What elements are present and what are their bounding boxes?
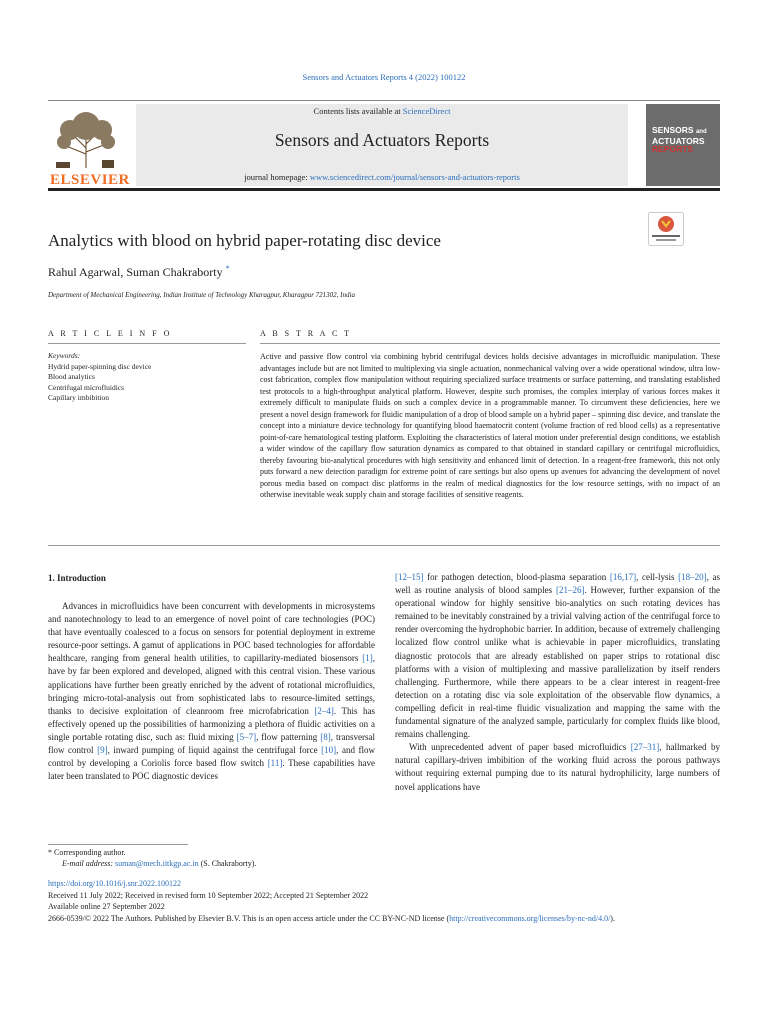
publication-info bbox=[48, 878, 720, 924]
license-link[interactable]: http://creativecommons.org/licenses/by-nc-nd/4.0/ bbox=[449, 913, 611, 923]
article-title: Analytics with blood on hybrid paper-rotating disc device bbox=[48, 231, 441, 250]
text-run: 2666-0539/© 2022 The Authors. Published by Elsevier B.V. This is an open access article under the CC BY-NC-ND license ( bbox=[48, 913, 450, 923]
corresponding-author-mark[interactable]: * bbox=[225, 264, 230, 273]
corresponding-footnote bbox=[48, 847, 256, 869]
body-column-left bbox=[48, 600, 375, 783]
text-run: , hallmarked by natural capillary-driven imbibition of the working fluid across the porous pathways without requiring external pumping due to its natural hydrophilicity, large numbers of novel applications have bbox=[395, 742, 720, 792]
citation-link[interactable]: [11] bbox=[267, 758, 283, 769]
contents-available-line bbox=[136, 106, 628, 116]
text-run: , flow patterning bbox=[256, 731, 321, 742]
elsevier-wordmark: ELSEVIER bbox=[50, 172, 130, 188]
citation-link[interactable]: [9] bbox=[97, 745, 108, 756]
text-run: , have by far been explored and developed, aligned with this central vision. These various applications have further been greatly enriched by the advent of rotational microfluidics, bringing micro-total-analysis out from sophisticated labs to resource-limited settings, thanks to decisive exploitation of cleanroom free microfabrication bbox=[48, 653, 375, 716]
contents-prefix: Contents lists available at bbox=[313, 106, 403, 116]
footnote-rule bbox=[48, 844, 188, 845]
email-label: E-mail address: bbox=[62, 859, 116, 868]
text-run: . This has effectively opened up the possibilities of harmonizing a plethora of fluidic activities on a single portable rotating disc, such as: fluid mixing bbox=[48, 705, 375, 742]
keywords-title: Keywords: bbox=[48, 351, 81, 360]
cover-line2: ACTUATORS bbox=[652, 135, 705, 146]
journal-title: Sensors and Actuators Reports bbox=[274, 130, 490, 150]
license-text bbox=[48, 913, 720, 925]
text-run: , cell-lysis bbox=[636, 572, 679, 582]
author-list bbox=[48, 264, 230, 280]
text-run: , transversal flow control bbox=[48, 731, 375, 756]
header-thick-rule bbox=[48, 188, 720, 191]
intro-paragraph-1 bbox=[48, 600, 375, 783]
citation-link[interactable]: [27–31] bbox=[630, 742, 660, 753]
text-run: for pathogen detection, blood-plasma separation bbox=[423, 572, 610, 582]
journal-cover-thumbnail bbox=[646, 104, 720, 186]
body-column-right bbox=[395, 571, 720, 794]
citation-link[interactable]: [1] bbox=[362, 653, 373, 664]
section-heading-introduction: 1. Introduction bbox=[48, 573, 106, 583]
citation-link[interactable]: [5–7] bbox=[236, 731, 257, 742]
author-affiliation: Department of Mechanical Engineering, Indian Institute of Technology Kharagpur, Kharagpur 721302, India bbox=[48, 291, 355, 299]
article-info-heading: A R T I C L E I N F O bbox=[48, 329, 172, 338]
check-for-updates-icon[interactable] bbox=[648, 212, 684, 246]
text-run: Advances in microfluidics have been concurrent with developments in microsystems and nanotechnology to lead to an emergence of novel point of care technologies (POC) that have eventually coalesced to a focus on sensors for potential deployment in extreme resource-poor settings. A gamut of applications in POC based technologies for affordable healthcare, ranging from general health utilities, to capillarity-mediated biosensors bbox=[48, 601, 375, 664]
email-suffix: (S. Chakraborty). bbox=[198, 859, 257, 868]
keyword-item: Blood analytics bbox=[48, 372, 95, 381]
received-dates: Received 11 July 2022; Received in revised form 10 September 2022; Accepted 21 September 2022 bbox=[48, 890, 369, 900]
citation-link[interactable]: [8] bbox=[320, 731, 331, 742]
homepage-prefix: journal homepage: bbox=[244, 172, 310, 182]
authors-text: Rahul Agarwal, Suman Chakraborty bbox=[48, 265, 223, 279]
citation-link[interactable]: [18–20] bbox=[678, 572, 707, 582]
text-run: ). bbox=[610, 913, 615, 923]
email-line bbox=[48, 858, 256, 869]
abstract-heading: A B S T R A C T bbox=[260, 329, 352, 338]
citation-link[interactable]: [10] bbox=[321, 745, 337, 756]
keyword-item: Hydrid paper-spinning disc device bbox=[48, 361, 152, 371]
text-run: With unprecedented advent of paper based microfluidics bbox=[409, 742, 631, 753]
intro-paragraph-2 bbox=[395, 741, 720, 793]
available-online: Available online 27 September 2022 bbox=[48, 902, 165, 911]
intro-paragraph-1-cont bbox=[395, 571, 720, 741]
abstract-text: Active and passive flow control via combining hybrid centrifugal devices holds decisive advantages in microfluidic manipulation. These advantages include but are not limited to multiplexing via single actuation, nonmechanical valving over a wide operational window, ultra low-cost fabrication, complex flow manipulation without requiring specialized surface treatments or surface patterning, and translating established test protocols to a high-throughput analytical platform. However, despite such promises, the complex interplay of various forces makes it extremely difficult to manipulate fluids on such a complex device in a programmable manner. To circumvent these deficiencies, here we present a novel design framework for fluidic manipulation of a drop of blood sample on a hybrid paper – spinning disc device, and translate the concept into a miniature device technology for quantifying blood haematocrit content (volume fraction of red blood cells) as a representative point-of-care hematological testing platform. Exploiting the characteristics of lateral motion under preferential design conditions, we establish a wider window of the capillary flow saturation dynamics as compared to that obtained in standard capillary or centrifugal microfluidics, thereby favouring bio-analytical procedures with high sensitivity and enhanced limit of detection. In a reagent-free framework, this not only puts forward a new detection paradigm for extreme point of care settings but also opens up avenues for advancing the development of novel porous media based on compact disc platforms in the realm of medical diagnostics for the low resource settings, with no impact of an otherwise inevitable weak supply chain and storage facilities of sensitive reagents. bbox=[260, 352, 720, 499]
citation-link[interactable]: [16,17] bbox=[609, 572, 637, 582]
text-run: , as well as routine analysis of blood samples bbox=[395, 572, 721, 596]
cover-title bbox=[652, 126, 707, 154]
text-run: . However, further expansion of the operational window for highly sensitive bio-analytics on such rotating devices has remained to be inevitably constrained by a trivial valving action of the centrifugal force to render overcoming the hydrophobic barrier. In addition, because of extremely challenging localized flow control unlike what is achievable in paper microfluidics, translating diagnostic protocols that are already established on paper strips to rotational disc platforms with a vision of multiplexing and massive parallelization by itself renders challenging. Furthermore, while there appears to be a clear interest in reagent-free detection on a rotating disc via sole exploitation of the observable flow dynamics, a compelling deficit in real-time fluidic visualization and mapping the same with the fundamental signature of the analyzed sample, particularly for complex fluids like blood, remains challenging. bbox=[395, 585, 720, 740]
doi-link[interactable]: https://doi.org/10.1016/j.snr.2022.100122 bbox=[48, 879, 181, 888]
email-link[interactable]: suman@mech.iitkgp.ac.in bbox=[115, 859, 199, 868]
keyword-item: Centrifugal microfluidics bbox=[48, 382, 125, 392]
header-rule bbox=[48, 100, 720, 101]
journal-reference[interactable]: Sensors and Actuators Reports 4 (2022) 100122 bbox=[302, 72, 466, 82]
article-info-rule bbox=[48, 343, 246, 344]
cover-line3: REPORTS bbox=[652, 144, 694, 154]
cover-line1b: and bbox=[695, 129, 707, 135]
citation-link[interactable]: [2–4] bbox=[314, 705, 334, 716]
abstract-rule bbox=[260, 343, 720, 344]
keyword-item: Capillary imbibition bbox=[48, 393, 110, 402]
keywords-block bbox=[48, 351, 151, 404]
journal-homepage-link[interactable]: www.sciencedirect.com/journal/sensors-and-actuators-reports bbox=[309, 172, 520, 182]
journal-homepage-line bbox=[136, 172, 628, 182]
text-run: . These capabilities have later been translated to POC diagnostic devices bbox=[48, 758, 375, 782]
cover-line1: SENSORS bbox=[652, 125, 694, 135]
corresponding-author-note: * Corresponding author. bbox=[48, 848, 126, 857]
citation-link[interactable]: [12–15] bbox=[395, 572, 424, 582]
abstract-bottom-rule bbox=[48, 545, 720, 546]
text-run: , and flow control by developing a Coriolis force based flow switch bbox=[48, 745, 375, 769]
sciencedirect-link[interactable]: ScienceDirect bbox=[402, 106, 451, 116]
citation-link[interactable]: [21–26] bbox=[555, 585, 585, 596]
text-run: , inward pumping of liquid against the centrifugal force bbox=[107, 745, 322, 756]
